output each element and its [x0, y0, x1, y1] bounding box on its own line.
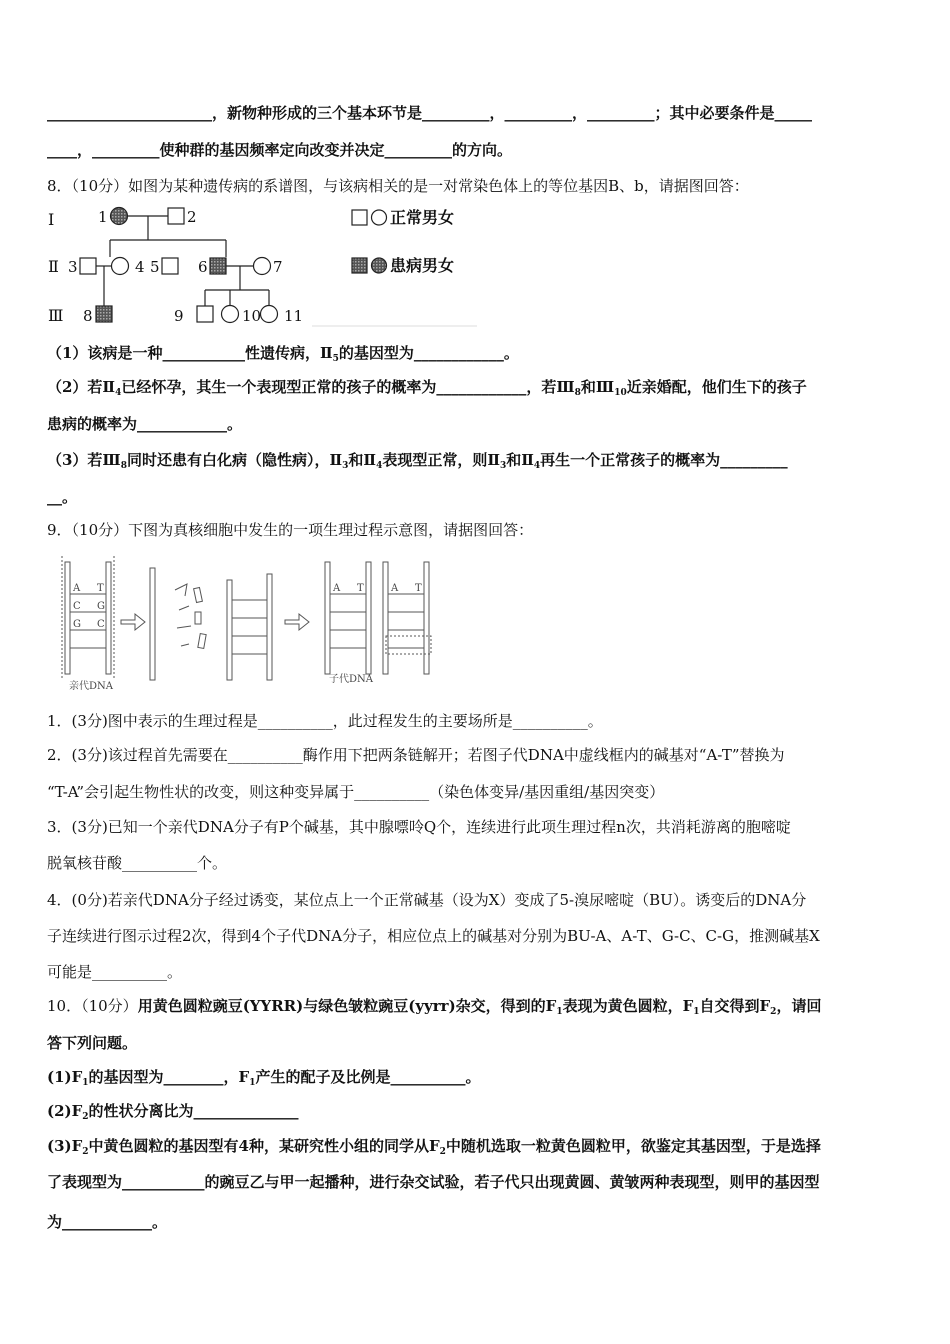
dna-replication-figure — [55, 550, 435, 695]
q10-p1-sub1: 1 — [82, 1078, 89, 1088]
q8-p1-sub: 5 — [332, 354, 339, 364]
q8-p2-b: 已经怀孕，其生一个表现型正常的孩子的概率为____________，若Ⅲ — [121, 378, 575, 396]
generation-I-label: Ⅰ — [48, 210, 55, 229]
q8-p2-sub3: 10 — [614, 388, 627, 398]
label-2: 2 — [187, 208, 197, 226]
q10-stem-c: 自交得到F — [699, 997, 771, 1015]
q9-stem: 9．（10分）下图为真核细胞中发生的一项生理过程示意图，请据图回答： — [47, 521, 534, 539]
q10-sub3: 2 — [770, 1007, 777, 1017]
q10-p2-a: (2)F — [47, 1102, 83, 1120]
q10-stem-a: 用黄色圆粒豌豆(YYRR)与绿色皱粒豌豆(yyrr)杂交，得到的F — [137, 997, 557, 1015]
q10-part1 — [47, 1067, 907, 1093]
q10-sub1: 1 — [556, 1007, 563, 1017]
child-dna-label: 子代DNA — [329, 674, 373, 685]
q10-sub2: 1 — [693, 1007, 700, 1017]
legend-affected-label: 患病男女 — [390, 256, 455, 275]
q9-s1: 1．(3分)图中表示的生理过程是__________，此过程发生的主要场所是__________。 — [47, 712, 603, 730]
q9-s2-line1: 2．(3分)该过程首先需要在__________酶作用下把两条链解开；若图子代DNA中虚线框内的碱基对“A-T”替换为 — [47, 746, 785, 764]
q10-part3-line2: 了表现型为___________的豌豆乙与甲一起播种，进行杂交试验，若子代只出现黄圆、黄皱两种表现型，则甲的基因型 — [47, 1173, 820, 1191]
q7-line-2: ____，_________使种群的基因频率定向改变并决定_________的方向。 — [47, 141, 513, 159]
legend-normal-female-icon — [372, 210, 387, 225]
q9-s4-line1: 4．(0分)若亲代DNA分子经过诱变，某位点上一个正常碱基（设为X）变成了5-溴尿嘧啶（BU）。诱变后的DNA分 — [47, 891, 807, 909]
q7-line-1: ______________________，新物种形成的三个基本环节是_________，_________，_________；其中必要条件是_____ — [47, 104, 813, 122]
q10-stem-line2: 答下列问题。 — [47, 1034, 138, 1052]
label-11: 11 — [284, 307, 304, 325]
q8-p2-d: 近亲婚配，他们生下的孩子 — [626, 378, 807, 396]
q8-p1-c: 的基因型为____________。 — [338, 344, 519, 362]
parent-base-C2: C — [97, 619, 105, 630]
q9-s4-line2: 子连续进行图示过程2次，得到4个子代DNA分子，相应位点上的碱基对分别为BU-A、A-T、G-C、C-G，推测碱基X — [47, 927, 820, 945]
label-6: 6 — [198, 258, 208, 276]
individual-II6-affected-male — [210, 258, 226, 274]
individual-III9-normal-male — [197, 306, 213, 322]
individual-II3-normal-male — [80, 258, 96, 274]
q8-p3-f: 再生一个正常孩子的概率为_________ — [540, 451, 788, 469]
q10-p1-c: 产生的配子及比例是__________。 — [255, 1068, 481, 1086]
label-5: 5 — [150, 258, 160, 276]
q9-s3-line1: 3．(3分)已知一个亲代DNA分子有P个碱基，其中腺嘌呤Q个，连续进行此项生理过程n次，共消耗游离的胞嘧啶 — [47, 818, 791, 836]
q8-p3-sub5: 4 — [533, 461, 541, 471]
label-10: 10 — [242, 307, 262, 325]
q10-p1-b: 的基因型为________，F — [88, 1068, 250, 1086]
child2-base-A: A — [391, 583, 399, 594]
q10-p3-sub2: 2 — [439, 1147, 446, 1157]
parent-base-G2: G — [73, 619, 81, 630]
q8-stem-text: 8．（10分）如图为某种遗传病的系谱图，与该病相关的是一对常染色体上的等位基因B、b，请据图回答： — [47, 177, 749, 195]
q10-stem-b: 表现为黄色圆粒，F — [562, 997, 694, 1015]
q10-number: 10．（10分） — [47, 997, 138, 1015]
parent-base-G1: G — [97, 601, 105, 612]
q10-p1-sub2: 1 — [249, 1078, 256, 1088]
q8-part1 — [47, 343, 907, 369]
individual-III8-affected-male — [96, 306, 112, 322]
q10-stem-line1 — [47, 996, 907, 1022]
q8-p2-a: （2）若Ⅱ — [47, 378, 116, 396]
q8-p3-e: 和Ⅱ — [506, 451, 534, 469]
q9-s4-line3: 可能是__________。 — [47, 963, 183, 981]
q8-part3-line2: __。 — [47, 488, 78, 506]
q8-p2-sub2: 8 — [574, 388, 581, 398]
q10-stem-d: ，请回 — [776, 997, 822, 1015]
q8-p3-a: （3）若Ⅲ — [47, 451, 121, 469]
label-4: 4 — [135, 258, 145, 276]
individual-I2-normal-male — [168, 208, 184, 224]
parent-dna-label: 亲代DNA — [69, 681, 113, 692]
q10-p3-sub1: 2 — [82, 1147, 89, 1157]
legend-normal-male-icon — [352, 210, 367, 225]
individual-III10-normal-female — [222, 306, 239, 323]
individual-II4-normal-female — [112, 258, 129, 275]
q8-p2-c: 和Ⅲ — [580, 378, 615, 396]
label-1: 1 — [98, 208, 108, 226]
q10-part3-line3: 为____________。 — [47, 1213, 168, 1231]
q10-p3-c: 中随机选取一粒黄色圆粒甲，欲鉴定其基因型，于是选择 — [445, 1137, 821, 1155]
legend-normal-label: 正常男女 — [390, 208, 455, 227]
q10-p1-a: (1)F — [47, 1068, 83, 1086]
q8-p3-sub4: 3 — [499, 461, 507, 471]
legend-affected-female-icon — [372, 258, 387, 273]
generation-II-label: Ⅱ — [48, 257, 59, 276]
generation-III-label: Ⅲ — [48, 306, 64, 325]
q8-p3-b: 同时还患有白化病（隐性病），Ⅱ — [126, 451, 343, 469]
q8-p1-a: （1）该病是一种 — [47, 344, 163, 362]
q10-part3-line1 — [47, 1136, 907, 1162]
q8-p3-sub2: 3 — [342, 461, 349, 471]
child2-base-T: T — [415, 583, 422, 594]
q8-p3-sub3: 4 — [376, 461, 383, 471]
parent-base-C1: C — [73, 601, 81, 612]
q8-p3-d: 表现型正常，则Ⅱ — [382, 451, 500, 469]
q8-part2-line2: 患病的概率为____________。 — [47, 415, 243, 433]
parent-base-A: A — [73, 583, 81, 594]
individual-I1-affected-female — [111, 208, 128, 225]
q10-part2 — [47, 1101, 907, 1127]
q8-p3-sub1: 8 — [120, 461, 127, 471]
q10-p3-a: (3)F — [47, 1137, 83, 1155]
parent-base-T: T — [97, 583, 104, 594]
child1-base-T: T — [357, 583, 364, 594]
individual-III11-normal-female — [261, 306, 278, 323]
individual-II5-normal-male — [162, 258, 178, 274]
q10-p2-sub: 2 — [82, 1112, 89, 1122]
pedigree-chart — [40, 198, 480, 328]
individual-II7-normal-female — [254, 258, 271, 275]
label-9: 9 — [174, 307, 184, 325]
q8-part2-line1 — [47, 377, 907, 403]
q8-p3-c: 和Ⅱ — [348, 451, 377, 469]
q8-p1-b: ___________性遗传病，Ⅱ — [162, 344, 333, 362]
child1-base-A: A — [333, 583, 341, 594]
label-3: 3 — [68, 258, 78, 276]
q10-p2-b: 的性状分离比为______________ — [88, 1102, 299, 1120]
q8-part3-line1 — [47, 450, 907, 476]
q9-s2-line2: “T-A”会引起生物性状的改变，则这种变异属于__________（染色体变异/基因重组/基因突变） — [47, 783, 665, 801]
q8-stem — [47, 176, 907, 196]
q10-p3-b: 中黄色圆粒的基因型有4种，某研究性小组的同学从F — [88, 1137, 440, 1155]
q9-s3-line2: 脱氧核苷酸__________个。 — [47, 854, 228, 872]
label-8: 8 — [83, 307, 93, 325]
legend-affected-male-icon — [352, 258, 367, 273]
q8-p2-sub1: 4 — [115, 388, 122, 398]
label-7: 7 — [273, 258, 283, 276]
